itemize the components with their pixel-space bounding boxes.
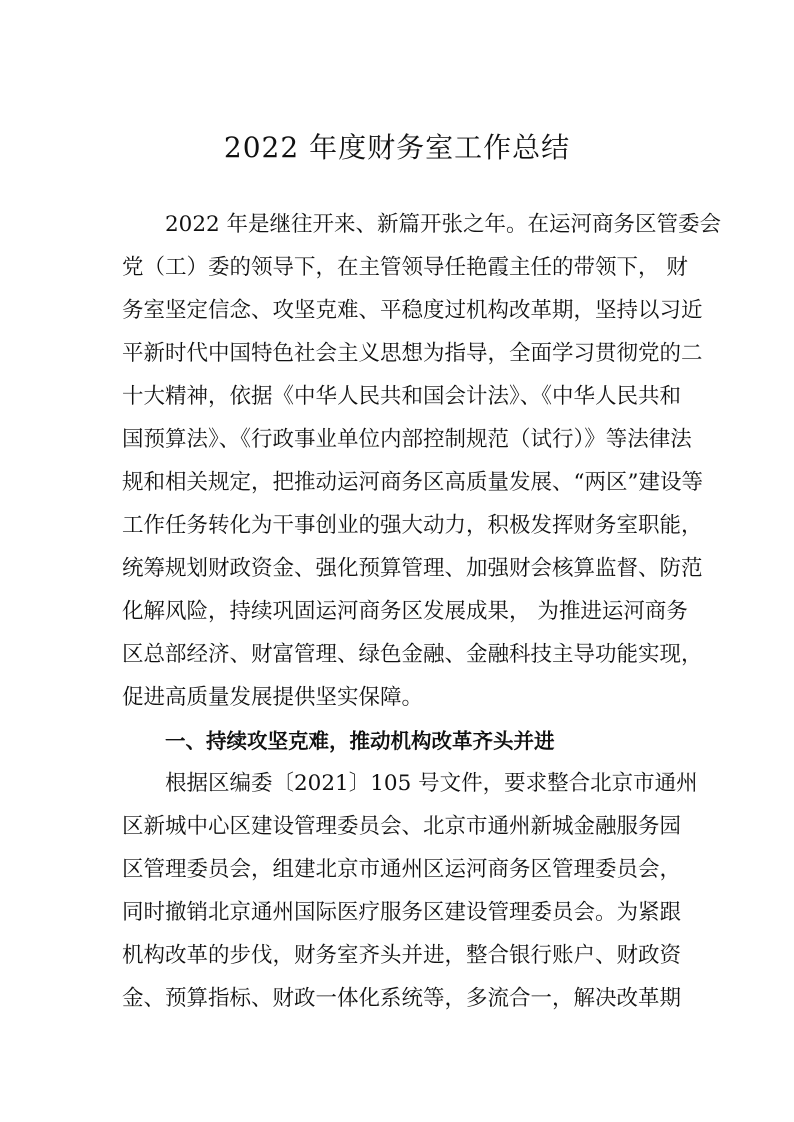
paragraph-line: 统筹规划财政资金、强化预算管理、加强财会核算监督、防范 <box>122 556 703 581</box>
section-heading: 一、持续攻坚克难，推动机构改革齐头并进 <box>165 729 555 753</box>
paragraph-line: 同时撤销北京通州国际医疗服务区建设管理委员会。为紧跟 <box>122 900 682 925</box>
paragraph-line: 促进高质量发展提供坚实保障。 <box>122 685 424 710</box>
paragraph-line: 区管理委员会，组建北京市通州区运河商务区管理委员会， <box>122 857 682 882</box>
paragraph-line: 区新城中心区建设管理委员会、北京市通州新城金融服务园 <box>122 814 682 839</box>
document-title: 2022 年度财务室工作总结 <box>223 131 571 164</box>
paragraph-line: 机构改革的步伐，财务室齐头并进，整合银行账户、财政资 <box>122 943 682 968</box>
paragraph-line: 国预算法》、《行政事业单位内部控制规范（试行）》等法律法 <box>122 427 692 452</box>
paragraph-line: 十大精神，依据《中华人民共和国会计法》、《中华人民共和 <box>122 384 682 409</box>
paragraph-line: 金、预算指标、财政一体化系统等，多流合一，解决改革期 <box>122 986 682 1011</box>
paragraph-line: 工作任务转化为干事创业的强大动力，积极发挥财务室职能， <box>122 513 703 538</box>
paragraph-line: 根据区编委〔2021〕105 号文件，要求整合北京市通州 <box>165 771 698 796</box>
paragraph-line: 化解风险，持续巩固运河商务区发展成果， 为推进运河商务 <box>122 599 688 624</box>
paragraph-line: 区总部经济、财富管理、绿色金融、金融科技主导功能实现， <box>122 642 703 667</box>
paragraph-line: 平新时代中国特色社会主义思想为指导，全面学习贯彻党的二 <box>122 341 703 366</box>
paragraph-line: 2022 年是继往开来、新篇开张之年。在运河商务区管委会 <box>165 212 722 237</box>
paragraph-line: 规和相关规定，把推动运河商务区高质量发展、“两区”建设等 <box>122 470 703 495</box>
paragraph-line: 党（工）委的领导下，在主管领导任艳霞主任的带领下， 财 <box>122 255 688 280</box>
paragraph-line: 务室坚定信念、攻坚克难、平稳度过机构改革期，坚持以习近 <box>122 298 703 323</box>
